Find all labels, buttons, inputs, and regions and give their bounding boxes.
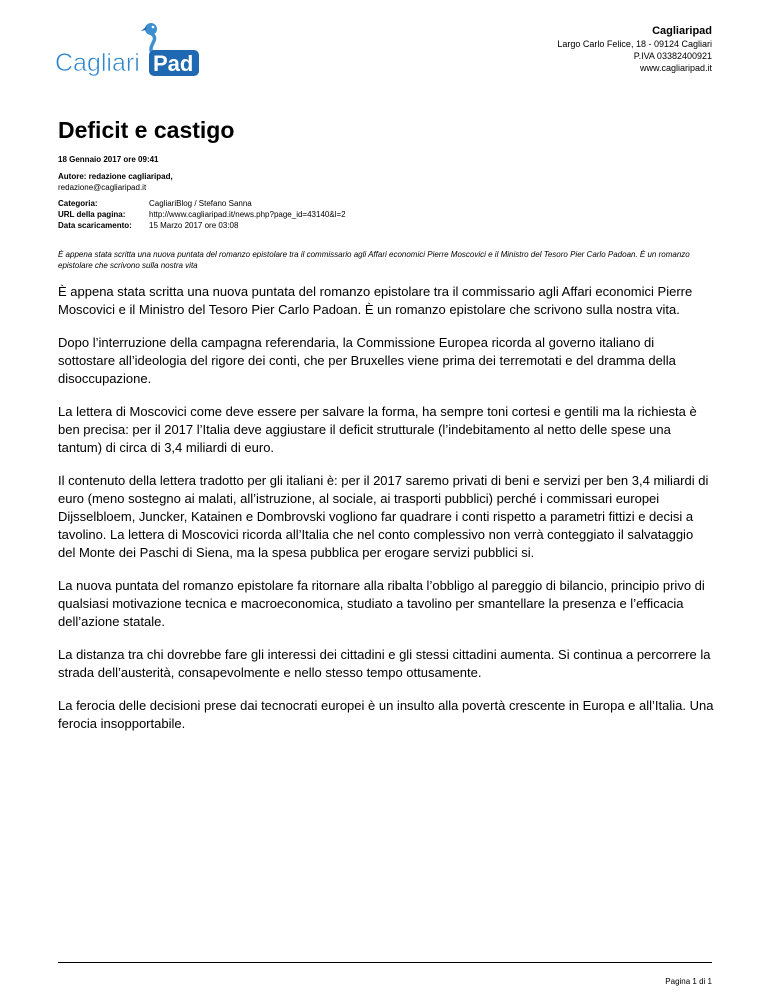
article-date: 18 Gennaio 2017 ore 09:41 (58, 155, 159, 164)
article-paragraph: La ferocia delle decisioni prese dai tecnocrati europei è un insulto alla povertà crescente in Europa e all’Italia. Una ferocia insopportabile. (58, 698, 714, 731)
meta-value: 15 Marzo 2017 ore 03:08 (149, 221, 239, 230)
cagliaripad-logo (52, 18, 204, 84)
company-name: Cagliaripad (652, 25, 712, 37)
article-paragraph: La nuova puntata del romanzo epistolare fa ritornare alla ribalta l’obbligo al pareggio di bilancio, principio privo di qualsiasi motivazione tecnica e macroeconomica, studiato a tavolino per smantellare la presenza e l’efficacia dell’azione statale. (58, 578, 705, 629)
article-meta-table (58, 198, 346, 231)
company-vat: P.IVA 03382400921 (633, 51, 712, 61)
footer-divider (58, 962, 712, 963)
company-info (557, 25, 712, 74)
meta-row-url (58, 209, 346, 220)
author-label: Autore: redazione cagliaripad, (58, 172, 173, 181)
article-paragraph: Dopo l’interruzione della campagna referendaria, la Commissione Europea ricorda al governo italiano di sottostare all’ideologia del rigore dei conti, che per Bruxelles viene prima dei terremotati e del dramma della disoccupazione. (58, 335, 676, 386)
article-summary: È appena stata scritta una nuova puntata del romanzo epistolare tra il commissario agli Affari economici Pierre Moscovici e il Ministro del Tesoro Pier Carlo Padoan. È un romanzo epistolare che scrivono sulla nostra vita (58, 250, 690, 270)
flamingo-logo-icon (52, 18, 204, 84)
meta-label: Data scaricamento: (58, 221, 132, 230)
article-body (58, 283, 714, 748)
company-address: Largo Carlo Felice, 18 - 09124 Cagliari (557, 39, 712, 49)
article-paragraph: La distanza tra chi dovrebbe fare gli interessi dei cittadini e gli stessi cittadini aumenta. Si continua a percorrere la strada dell’austerità, consapevolmente e nello stesso tempo ottusamente. (58, 647, 711, 680)
company-website[interactable]: www.cagliaripad.it (639, 63, 712, 73)
article-paragraph: È appena stata scritta una nuova puntata del romanzo epistolare tra il commissario agli Affari economici Pierre Moscovici e il Ministro del Tesoro Pier Carlo Padoan. È un romanzo epistolare che scrivono sulla nostra vita. (58, 284, 693, 317)
article-paragraph: Il contenuto della lettera tradotto per gli italiani è: per il 2017 saremo privati di beni e servizi per ben 3,4 miliardi di euro (meno sostegno ai malati, all’istruzione, al sociale, ai trasporti pubblici) perché i commissari europei Dijsselbloem, Juncker, Katainen e Dombrovski vogliono far quadrare i conti rispetto a parametri fittizi e decisi a tavolino. La lettera di Moscovici ricorda all’Italia che nel conto complessivo non verrà conteggiato il salvataggio del Monte dei Paschi di Siena, ma la spesa pubblica per erogare servizi pubblici si. (58, 473, 709, 560)
meta-url-link[interactable]: http://www.cagliaripad.it/news.php?page_id=43140&l=2 (149, 210, 346, 219)
meta-label: URL della pagina: (58, 210, 126, 219)
meta-row-category (58, 198, 346, 209)
page-number: Pagina 1 di 1 (665, 977, 712, 986)
article-title: Deficit e castigo (58, 117, 235, 143)
article-paragraph: La lettera di Moscovici come deve essere per salvare la forma, ha sempre toni cortesi e gentili ma la richiesta è ben precisa: per il 2017 l’Italia deve aggiustare il deficit strutturale (l’indebitamento al netto delle spese una tantum) di circa di 3,4 miliardi di euro. (58, 404, 697, 455)
meta-label: Categoria: (58, 199, 98, 208)
meta-value: CagliariBlog / Stefano Sanna (149, 199, 252, 208)
author-email[interactable]: redazione@cagliaripad.it (58, 183, 147, 192)
svg-text:Cagliari: Cagliari (55, 49, 140, 77)
svg-text:Pad: Pad (153, 51, 194, 76)
meta-row-download-date (58, 220, 346, 231)
article-author (58, 171, 173, 193)
